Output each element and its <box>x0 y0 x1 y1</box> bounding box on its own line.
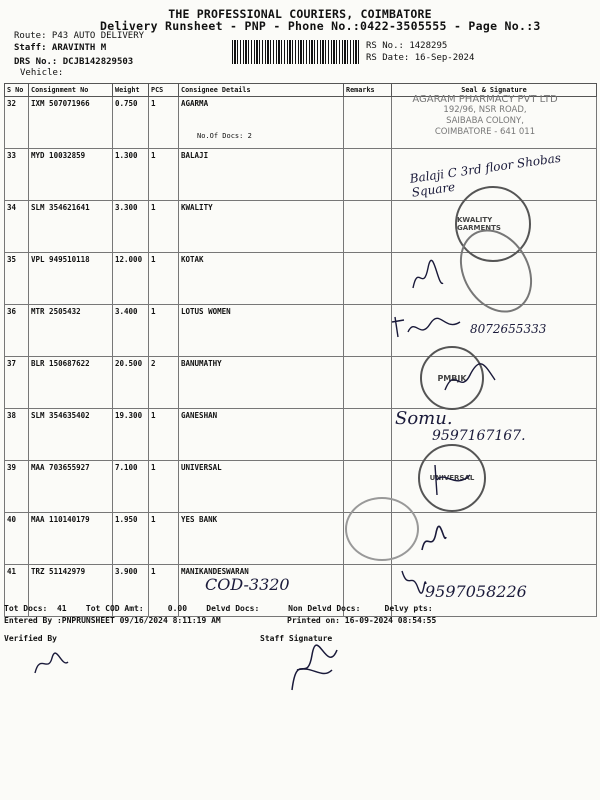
weight-cell: 20.500 <box>113 357 149 409</box>
weight-cell: 1.300 <box>113 149 149 201</box>
sno-cell: 33 <box>5 149 29 201</box>
table-row <box>5 461 597 513</box>
sno-cell: 40 <box>5 513 29 565</box>
consignee-cell <box>179 409 344 461</box>
verified-signature <box>30 648 70 678</box>
company-title: THE PROFESSIONAL COURIERS, COIMBATORE <box>168 7 432 21</box>
consignee-name: KWALITY <box>181 203 213 212</box>
doc-count: No.Of Docs: 2 <box>197 132 252 140</box>
vehicle: Vehicle: <box>20 68 64 78</box>
consignee-cell <box>179 149 344 201</box>
sno-cell: 37 <box>5 357 29 409</box>
verified-by: Verified By <box>4 634 57 643</box>
route: Route: P43 AUTO DELIVERY <box>14 31 145 41</box>
bank-stamp <box>345 497 419 561</box>
weight-cell: 19.300 <box>113 409 149 461</box>
signature-kotak <box>408 258 448 298</box>
rs-date: RS Date: 16-Sep-2024 <box>366 53 475 63</box>
sno-cell: 35 <box>5 253 29 305</box>
remarks-cell <box>344 201 392 253</box>
sno-cell: 36 <box>5 305 29 357</box>
sno-cell: 41 <box>5 565 29 617</box>
stamp-line: AGARAM PHARMACY PVT LTD <box>412 94 558 105</box>
remarks-cell <box>344 149 392 201</box>
signature-universal <box>425 460 475 500</box>
consignment-cell: MTR 2505432 <box>29 305 113 357</box>
pcs-cell: 1 <box>149 461 179 513</box>
col-remarks: Remarks <box>344 84 392 97</box>
rs-number: RS No.: 1428295 <box>366 41 448 51</box>
pcs-cell: 1 <box>149 149 179 201</box>
col-consignee: Consignee Details <box>179 84 344 97</box>
kwality-stamp: KWALITY GARMENTS <box>455 186 531 262</box>
pcs-cell: 1 <box>149 305 179 357</box>
handwriting-balaji: Balaji C 3rd floor Shobas Square <box>408 150 562 200</box>
universal-stamp: UNIVERSAL <box>418 444 486 512</box>
consignee-name: KOTAK <box>181 255 204 264</box>
pcs-cell: 1 <box>149 565 179 617</box>
pcs-cell: 2 <box>149 357 179 409</box>
weight-cell: 7.100 <box>113 461 149 513</box>
stamp-line: 192/96, NSR ROAD, <box>443 105 527 115</box>
consignee-name: UNIVERSAL <box>181 463 222 472</box>
entered-by: Entered By :PNPRUNSHEET 09/16/2024 8:11:19 AM <box>4 616 221 625</box>
consignee-cell <box>179 201 344 253</box>
consignee-name: LOTUS WOMEN <box>181 307 231 316</box>
consignee-cell <box>179 97 344 149</box>
remarks-cell <box>344 305 392 357</box>
weight-cell: 3.300 <box>113 201 149 253</box>
weight-cell: 1.950 <box>113 513 149 565</box>
drs-number: DRS No.: DCJB142829503 <box>14 57 134 67</box>
pcs-cell: 1 <box>149 201 179 253</box>
consignment-cell: SLM 354621641 <box>29 201 113 253</box>
col-consignment: Consignment No <box>29 84 113 97</box>
agaram-stamp <box>385 94 585 138</box>
consignee-name: YES BANK <box>181 515 218 524</box>
consignee-cell <box>179 357 344 409</box>
consignee-cell <box>179 253 344 305</box>
sno-cell: 34 <box>5 201 29 253</box>
weight-cell: 3.900 <box>113 565 149 617</box>
handwriting-lotus: 8072655333 <box>470 322 547 336</box>
consignment-cell: BLR 150687622 <box>29 357 113 409</box>
consignee-name: GANESHAN <box>181 411 218 420</box>
consignment-cell: IXM 507071966 <box>29 97 113 149</box>
signature-yesbank <box>418 525 448 555</box>
consignment-cell: MYD 10032859 <box>29 149 113 201</box>
staff-signature <box>282 640 342 695</box>
pmbjk-stamp: PMBJK <box>420 346 484 410</box>
consignee-cell <box>179 305 344 357</box>
weight-cell: 0.750 <box>113 97 149 149</box>
pcs-cell: 1 <box>149 253 179 305</box>
sno-cell: 39 <box>5 461 29 513</box>
sno-cell: 38 <box>5 409 29 461</box>
pcs-cell: 1 <box>149 513 179 565</box>
consignment-cell: TRZ 51142979 <box>29 565 113 617</box>
col-weight: Weight <box>113 84 149 97</box>
consignment-cell: MAA 703655927 <box>29 461 113 513</box>
stamp-line: COIMBATORE - 641 011 <box>434 127 536 137</box>
sno-cell: 32 <box>5 97 29 149</box>
consignee-name: MANIKANDESWARAN <box>181 567 249 576</box>
pcs-cell: 1 <box>149 97 179 149</box>
consignment-cell: SLM 354635402 <box>29 409 113 461</box>
remarks-cell <box>344 409 392 461</box>
staff-signature-label: Staff Signature <box>260 634 333 643</box>
consignee-name: BANUMATHY <box>181 359 222 368</box>
consignment-cell: VPL 949510118 <box>29 253 113 305</box>
remarks-cell <box>344 357 392 409</box>
remarks-cell <box>344 253 392 305</box>
handwriting-cod: COD-3320 <box>205 575 290 594</box>
consignee-name: BALAJI <box>181 151 209 160</box>
totals-line: Tot Docs: 41 Tot COD Amt: 0.00 Delvd Docs: Non Delvd Docs: Delvy pts: <box>4 604 433 613</box>
barcode <box>232 40 360 64</box>
col-sno: S No <box>5 84 29 97</box>
handwriting-ganeshan-phone: 9597167167. <box>432 428 526 444</box>
signature-lotus <box>390 312 470 342</box>
weight-cell: 12.000 <box>113 253 149 305</box>
consignee-cell <box>179 461 344 513</box>
handwriting-mani-phone: 9597058226 <box>425 582 527 601</box>
signature-banumathy <box>440 360 500 400</box>
staff: Staff: ARAVINTH M <box>14 43 107 53</box>
handwriting-ganeshan-name: Somu. <box>395 408 453 429</box>
pcs-cell: 1 <box>149 409 179 461</box>
stamp-line: SAIBABA COLONY, <box>446 116 524 126</box>
signature-mani <box>398 566 428 596</box>
col-pcs: PCS <box>149 84 179 97</box>
printed-on: Printed on: 16-09-2024 08:54:55 <box>287 616 437 625</box>
consignee-cell <box>179 513 344 565</box>
col-seal: Seal & Signature <box>392 84 597 97</box>
table-row <box>5 357 597 409</box>
consignment-cell: MAA 110140179 <box>29 513 113 565</box>
consignee-name: AGARMA <box>181 99 209 108</box>
weight-cell: 3.400 <box>113 305 149 357</box>
runsheet-subtitle: Delivery Runsheet - PNP - Phone No.:0422-3505555 - Page No.:3 <box>100 19 541 33</box>
table-row <box>5 513 597 565</box>
